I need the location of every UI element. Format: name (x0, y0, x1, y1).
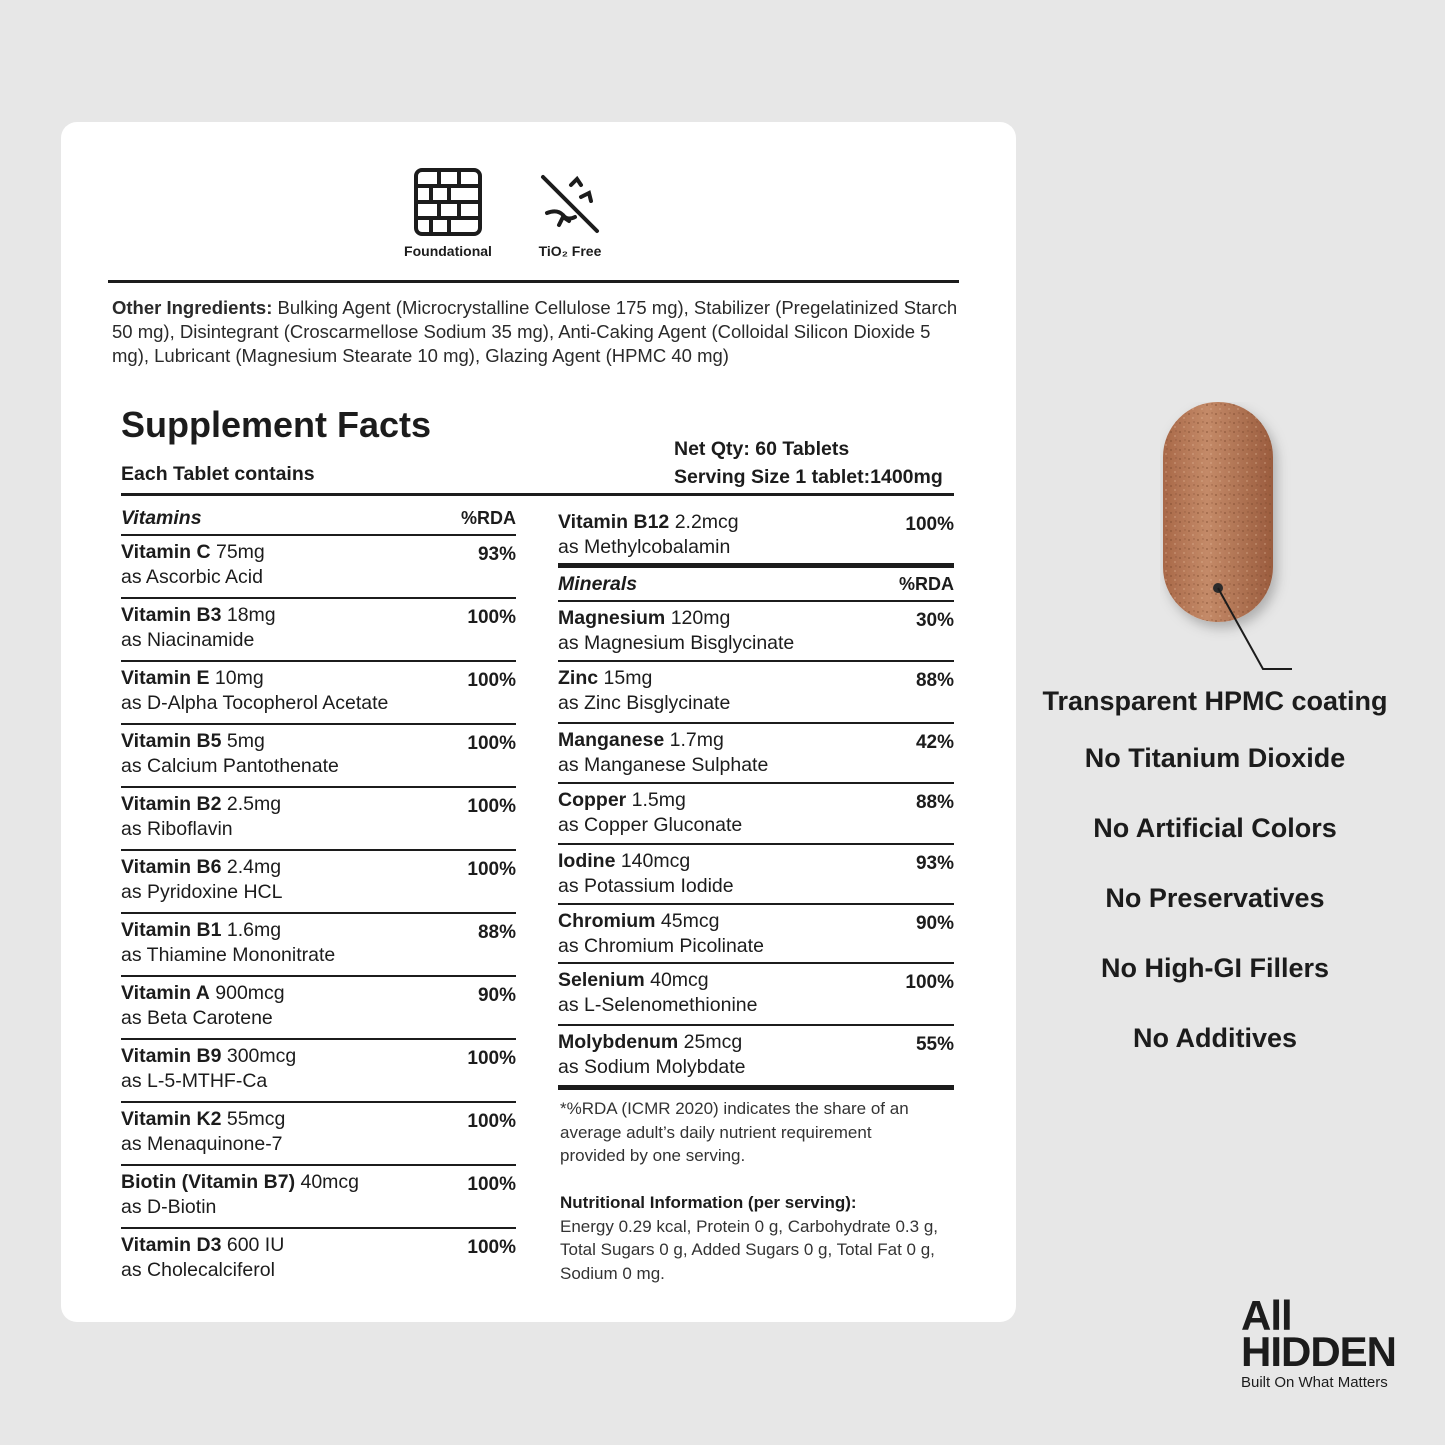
nutrient-rda: 93% (477, 544, 516, 565)
nutrient-source: as D-Alpha Tocopherol Acetate (121, 692, 389, 714)
nutrient-name: Vitamin B5 (121, 730, 222, 752)
nutrient-rda: 100% (905, 514, 954, 535)
nutrient-name: Vitamin D3 (121, 1234, 222, 1256)
nutrient-row (558, 506, 954, 568)
nutrient-rda: 30% (915, 610, 954, 631)
nutrient-source: as Pyridoxine HCL (121, 881, 283, 903)
nutrient-name: Biotin (Vitamin B7) (121, 1171, 296, 1193)
nutrient-rda: 55% (915, 1034, 954, 1055)
nutrition-line: Sodium 0 mg. (560, 1263, 665, 1283)
nutrient-row (121, 1166, 516, 1229)
nutrient-name: Vitamin B1 (121, 919, 222, 941)
nutrient-amount: 1.5mg (626, 789, 686, 811)
vitamins-table (121, 502, 516, 1291)
nutrient-source: as Cholecalciferol (121, 1259, 275, 1281)
supplement-facts-title: Supplement Facts (121, 404, 432, 445)
nutrient-name: Zinc (558, 667, 599, 689)
brand-line1: All (1241, 1292, 1292, 1339)
nutrient-amount: 40mcg (644, 969, 709, 991)
nutrient-amount: 40mcg (295, 1171, 360, 1193)
nutrient-amount: 1.7mg (664, 729, 724, 751)
nutrient-rda: 88% (477, 922, 516, 943)
serving-size: Serving Size 1 tablet:1400mg (674, 466, 943, 488)
rda-header: %RDA (460, 507, 516, 528)
nutrient-name: Manganese (558, 729, 665, 751)
nutrient-name: Vitamin B6 (121, 856, 222, 878)
nutrient-row (121, 725, 516, 788)
nutrient-amount: 120mg (665, 607, 731, 629)
nutrient-amount: 2.2mcg (669, 511, 739, 533)
badge-label: TiO₂ Free (538, 243, 602, 259)
nutrient-row (121, 1103, 516, 1166)
nutrient-name: Iodine (558, 850, 616, 872)
nutrient-amount: 2.4mg (221, 856, 282, 878)
nutrient-rda: 100% (905, 972, 954, 993)
nutrient-name: Vitamin K2 (121, 1108, 222, 1130)
nutrient-amount: 900mcg (209, 982, 285, 1004)
brand-wordmark (1241, 1292, 1397, 1375)
nutrient-rda: 100% (467, 1174, 516, 1195)
footnote-line: *%RDA (ICMR 2020) indicates the share of an (560, 1099, 909, 1118)
claim-item: No Preservatives (1105, 883, 1325, 913)
nutrient-rda: 100% (467, 1237, 516, 1258)
minerals-table (558, 506, 954, 1086)
nutrient-name: Copper (558, 789, 627, 811)
nutrient-row (121, 536, 516, 599)
nutrient-rda: 93% (915, 853, 954, 874)
nutrient-row (121, 662, 516, 725)
other-ingredients (112, 296, 962, 368)
nutrient-name: Vitamin C (121, 541, 211, 563)
nutrient-rda: 100% (467, 670, 516, 691)
claim-item: Transparent HPMC coating (1042, 686, 1388, 716)
nutrient-name: Selenium (558, 969, 645, 991)
nutrient-row (121, 788, 516, 851)
nutrient-source: as Zinc Bisglycinate (558, 692, 731, 714)
badge-label: Foundational (404, 243, 492, 259)
nutrient-amount: 75mg (210, 541, 265, 563)
rda-header: %RDA (898, 573, 954, 594)
nutrient-source: as L-5-MTHF-Ca (121, 1070, 268, 1092)
tablet-image (1160, 402, 1310, 682)
claim-item: No Artificial Colors (1093, 813, 1337, 843)
nutrient-source: as Niacinamide (121, 629, 255, 651)
vitamins-header (121, 502, 516, 536)
claim-item: No Titanium Dioxide (1084, 743, 1346, 773)
nutrient-amount: 25mcg (678, 1031, 743, 1053)
brand-line2: HIDDEN (1241, 1328, 1397, 1375)
brand-logo (1241, 1292, 1397, 1391)
nutrition-title: Nutritional Information (per serving): (560, 1193, 857, 1212)
nutrient-name: Vitamin B2 (121, 793, 222, 815)
nutrition-line: Total Sugars 0 g, Added Sugars 0 g, Total Fat 0 g, (560, 1240, 935, 1259)
tablet-icon (1160, 402, 1310, 677)
nutrient-rda: 100% (467, 607, 516, 628)
claim-item: No Additives (1132, 1023, 1298, 1053)
other-ingredients-label: Other Ingredients: (112, 297, 273, 318)
nutrient-row (121, 851, 516, 914)
nutrient-row (121, 1229, 516, 1291)
nutrient-amount: 1.6mg (221, 919, 282, 941)
nutrient-source: as Chromium Picolinate (558, 935, 764, 957)
nutrient-amount: 45mcg (655, 910, 720, 932)
nutrient-row (558, 662, 954, 724)
nutrient-rda: 100% (467, 796, 516, 817)
nutrient-name: Vitamin B3 (121, 604, 222, 626)
vitamins-header-label: Vitamins (121, 506, 202, 529)
nutrient-amount: 300mcg (221, 1045, 297, 1067)
nutrient-rda: 100% (467, 859, 516, 880)
nutrient-source: as Calcium Pantothenate (121, 755, 339, 777)
nutrient-name: Magnesium (558, 607, 666, 629)
nutrient-name: Vitamin E (121, 667, 210, 689)
nutrient-rda: 100% (467, 1111, 516, 1132)
claim-item: No High-GI Fillers (1100, 953, 1329, 983)
nutrient-row (121, 914, 516, 977)
nutrient-row (558, 724, 954, 784)
minerals-header (558, 568, 954, 602)
nutrient-name: Vitamin A (121, 982, 210, 1004)
nutritional-information (560, 1191, 938, 1285)
nutrient-row (121, 977, 516, 1040)
nutrient-row (121, 599, 516, 662)
nutrient-amount: 18mg (221, 604, 276, 626)
rda-footnote (560, 1097, 909, 1168)
nutrient-rda: 100% (467, 1048, 516, 1069)
nutrient-row (558, 602, 954, 662)
nutrient-row (558, 964, 954, 1026)
brand-tagline: Built On What Matters (1241, 1374, 1388, 1391)
each-tablet-contains: Each Tablet contains (121, 463, 315, 485)
nutrient-row (558, 784, 954, 845)
net-quantity (674, 435, 943, 491)
nutrient-amount: 600 IU (221, 1234, 285, 1256)
nutrient-source: as Riboflavin (121, 818, 233, 840)
brick-wall-icon (413, 167, 483, 237)
nutrient-name: Chromium (558, 910, 656, 932)
nutrient-source: as Methylcobalamin (558, 536, 731, 558)
nutrient-name: Molybdenum (558, 1031, 679, 1053)
minerals-header-label: Minerals (558, 572, 638, 595)
nutrient-rda: 42% (915, 732, 954, 753)
divider (108, 280, 959, 283)
nutrient-rda: 100% (467, 733, 516, 754)
nutrient-amount: 2.5mg (221, 793, 282, 815)
nutrient-rda: 88% (915, 670, 954, 691)
nutrient-row (558, 1026, 954, 1086)
nutrient-rda: 90% (477, 985, 516, 1006)
no-tio2-icon (537, 171, 603, 237)
nutrient-row (558, 845, 954, 905)
nutrient-name: Vitamin B12 (558, 511, 670, 533)
nutrient-source: as Thiamine Mononitrate (121, 944, 336, 966)
nutrient-rda: 90% (915, 913, 954, 934)
badge-foundational (394, 167, 502, 259)
divider (558, 1085, 954, 1090)
nutrient-source: as Manganese Sulphate (558, 754, 769, 776)
nutrient-rda: 88% (915, 792, 954, 813)
nutrient-name: Vitamin B9 (121, 1045, 222, 1067)
nutrient-amount: 140mcg (615, 850, 691, 872)
nutrient-source: as Ascorbic Acid (121, 566, 263, 588)
nutrient-amount: 15mg (598, 667, 653, 689)
other-ingredients-text: Bulking Agent (Microcrystalline Cellulose 175 mg), Stabilizer (Pregelatinized Starch 50 mg), Disintegrant (Croscarmellose Sodium 35 mg), Anti-Caking Agent (Colloidal Silicon Dioxide 5 mg), Lubricant (Magnesium Stearate 10 mg), Glazing Agent (HPMC 40 mg) (112, 297, 958, 366)
nutrition-line: Energy 0.29 kcal, Protein 0 g, Carbohydrate 0.3 g, (560, 1216, 939, 1236)
nutrient-amount: 10mg (209, 667, 264, 689)
divider (121, 493, 954, 496)
nutrient-source: as Beta Carotene (121, 1007, 273, 1029)
nutrient-source: as L-Selenomethionine (558, 994, 758, 1016)
nutrient-row (558, 905, 954, 964)
nutrient-source: as Menaquinone-7 (121, 1133, 283, 1155)
nutrient-source: as Sodium Molybdate (558, 1056, 746, 1078)
badge-tio2-free (516, 171, 624, 259)
net-qty: Net Qty: 60 Tablets (674, 438, 850, 460)
footnote-line: provided by one serving. (560, 1146, 746, 1165)
nutrient-source: as D-Biotin (121, 1196, 217, 1218)
footnote-line: average adult’s daily nutrient requirement (560, 1122, 872, 1142)
nutrient-source: as Potassium Iodide (558, 875, 734, 897)
nutrient-row (121, 1040, 516, 1103)
nutrient-amount: 55mcg (221, 1108, 286, 1130)
nutrient-source: as Magnesium Bisglycinate (558, 632, 795, 654)
nutrient-source: as Copper Gluconate (558, 814, 743, 836)
nutrient-amount: 5mg (221, 730, 265, 752)
supplement-facts-card (61, 122, 1016, 1322)
